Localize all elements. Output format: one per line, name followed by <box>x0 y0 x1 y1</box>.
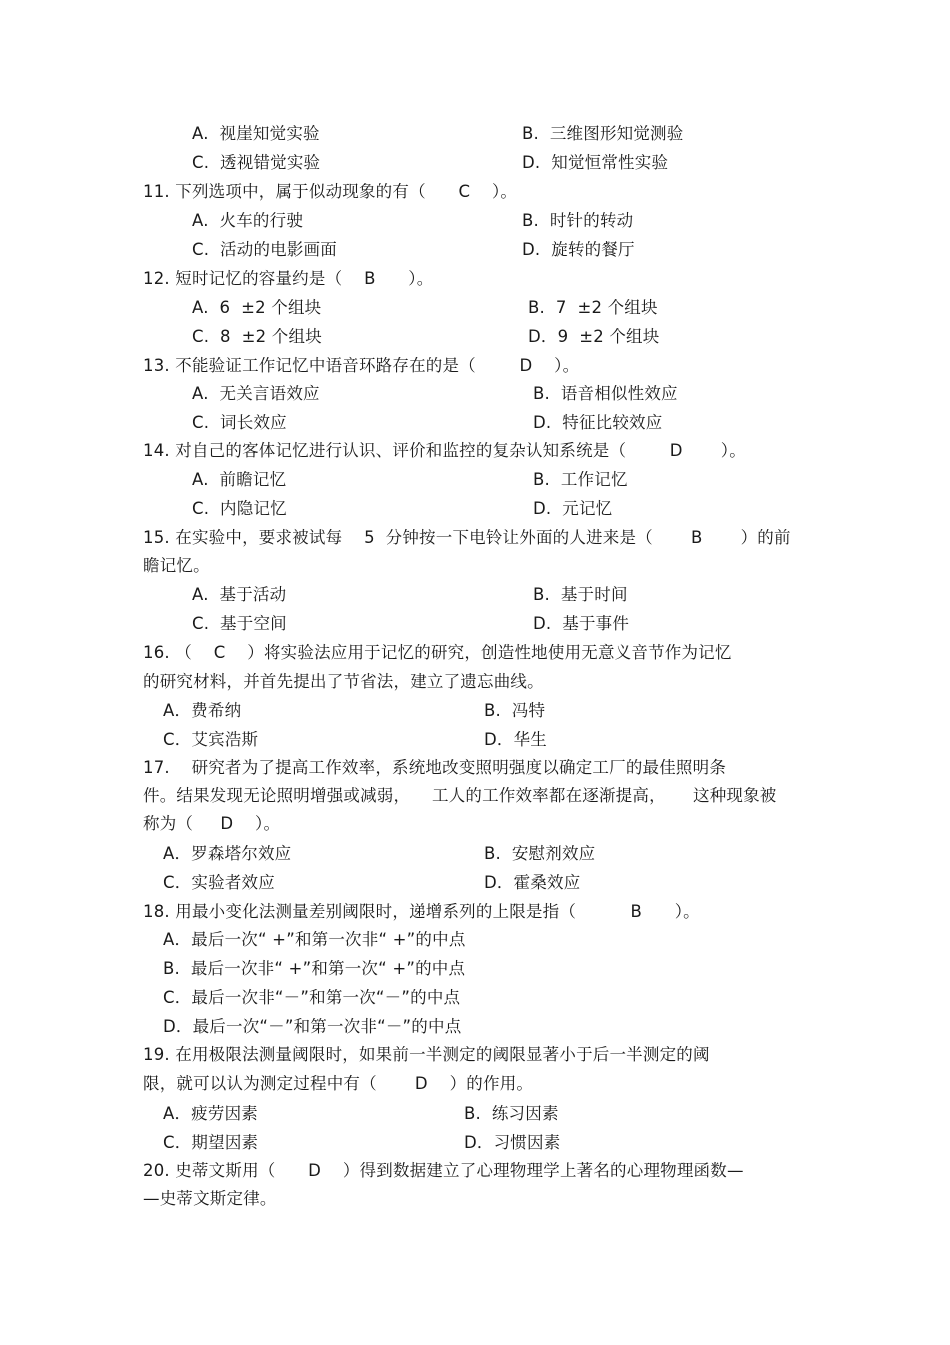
option-a: A. 基于活动 <box>192 585 287 604</box>
question-stem: 18. 用最小变化法测量差别阈限时，递增系列的上限是指（ B ）。 <box>143 902 700 921</box>
question-stem-line: 瞻记忆。 <box>143 556 210 575</box>
option-a: A．最后一次“ +”和第一次非“ +”的中点 <box>163 930 466 949</box>
question-stem-line: —史蒂文斯定律。 <box>143 1189 277 1208</box>
question-stem: 11. 下列选项中，属于似动现象的有（ C ）。 <box>143 182 518 201</box>
option-a: A. 火车的行驶 <box>192 211 304 230</box>
option-d: D．最后一次“－”和第一次非“－”的中点 <box>163 1017 462 1036</box>
question-stem-line: 件。结果发现无论照明增强或减弱， 工人的工作效率都在逐渐提高， 这种现象被 <box>143 786 777 805</box>
option-b: B. 语音相似性效应 <box>533 384 678 403</box>
option-c: C．艾宾浩斯 <box>163 730 259 749</box>
option-d: D. 特征比较效应 <box>533 413 663 432</box>
option-b: B. 工作记忆 <box>533 470 628 489</box>
option-a: A．费希纳 <box>163 701 242 720</box>
question-stem: 12. 短时记忆的容量约是（ B ）。 <box>143 269 434 288</box>
option-a: A．罗森塔尔效应 <box>163 844 292 863</box>
question-stem-line: 称为（ D ）。 <box>143 814 281 833</box>
option-d: D. 旋转的餐厅 <box>522 240 635 259</box>
option-b: B. 时针的转动 <box>522 211 634 230</box>
option-b: B. 最后一次非“ +”和第一次“ +”的中点 <box>163 959 466 978</box>
question-stem-line: 16. （ C ）将实验法应用于记忆的研究，创造性地使用无意义音节作为记忆 <box>143 643 732 662</box>
option-d: D．霍桑效应 <box>484 873 581 892</box>
option-c: C. 词长效应 <box>192 413 287 432</box>
option-b: B. 基于时间 <box>533 585 628 604</box>
option-c: C. 8 ±2 个组块 <box>192 327 322 346</box>
question-stem-line: 20. 史蒂文斯用（ D ）得到数据建立了心理物理学上著名的心理物理函数— <box>143 1161 744 1180</box>
question-stem-line: 19. 在用极限法测量阈限时，如果前一半测定的阈限显著小于后一半测定的阈 <box>143 1045 710 1064</box>
option-c: C．实验者效应 <box>163 873 275 892</box>
option-a: A. 6 ±2 个组块 <box>192 298 322 317</box>
option-c: C．期望因素 <box>163 1133 259 1152</box>
question-stem-line: 17. 研究者为了提高工作效率，系统地改变照明强度以确定工厂的最佳照明条 <box>143 758 727 777</box>
question-stem: 13. 不能验证工作记忆中语音环路存在的是（ D ）。 <box>143 356 580 375</box>
question-stem-line: 的研究材料，并首先提出了节省法，建立了遗忘曲线。 <box>143 672 544 691</box>
option-b: B. 练习因素 <box>464 1104 559 1123</box>
option-c: C. 基于空间 <box>192 614 287 633</box>
option-a: A．疲劳因素 <box>163 1104 258 1123</box>
option-b: B. 安慰剂效应 <box>484 844 596 863</box>
option-c: C. 活动的电影画面 <box>192 240 337 259</box>
option-a: A. 无关言语效应 <box>192 384 320 403</box>
option-d: D．华生 <box>484 730 548 749</box>
question-stem: 14. 对自己的客体记忆进行认识、评价和监控的复杂认知系统是（ D ）。 <box>143 441 746 460</box>
option-b: B. 冯特 <box>484 701 546 720</box>
option-d: D. 基于事件 <box>533 614 630 633</box>
question-stem-line: 15. 在实验中，要求被试每 5 分钟按一下电铃让外面的人进来是（ B ）的前 <box>143 528 791 547</box>
option-b: B. 7 ±2 个组块 <box>528 298 658 317</box>
option-d: D. 元记忆 <box>533 499 613 518</box>
option-c: C. 内隐记忆 <box>192 499 287 518</box>
option-a: A. 前瞻记忆 <box>192 470 287 489</box>
option-b: B. 三维图形知觉测验 <box>522 124 684 143</box>
option-d: D. 知觉恒常性实验 <box>522 153 669 172</box>
option-a: A. 视崖知觉实验 <box>192 124 320 143</box>
question-stem-line: 限，就可以认为测定过程中有（ D ）的作用。 <box>143 1074 534 1093</box>
option-d: D．9 ±2 个组块 <box>528 327 660 346</box>
option-c: C．最后一次非“－”和第一次“－”的中点 <box>163 988 461 1007</box>
option-c: C. 透视错觉实验 <box>192 153 321 172</box>
option-d: D．习惯因素 <box>464 1133 561 1152</box>
